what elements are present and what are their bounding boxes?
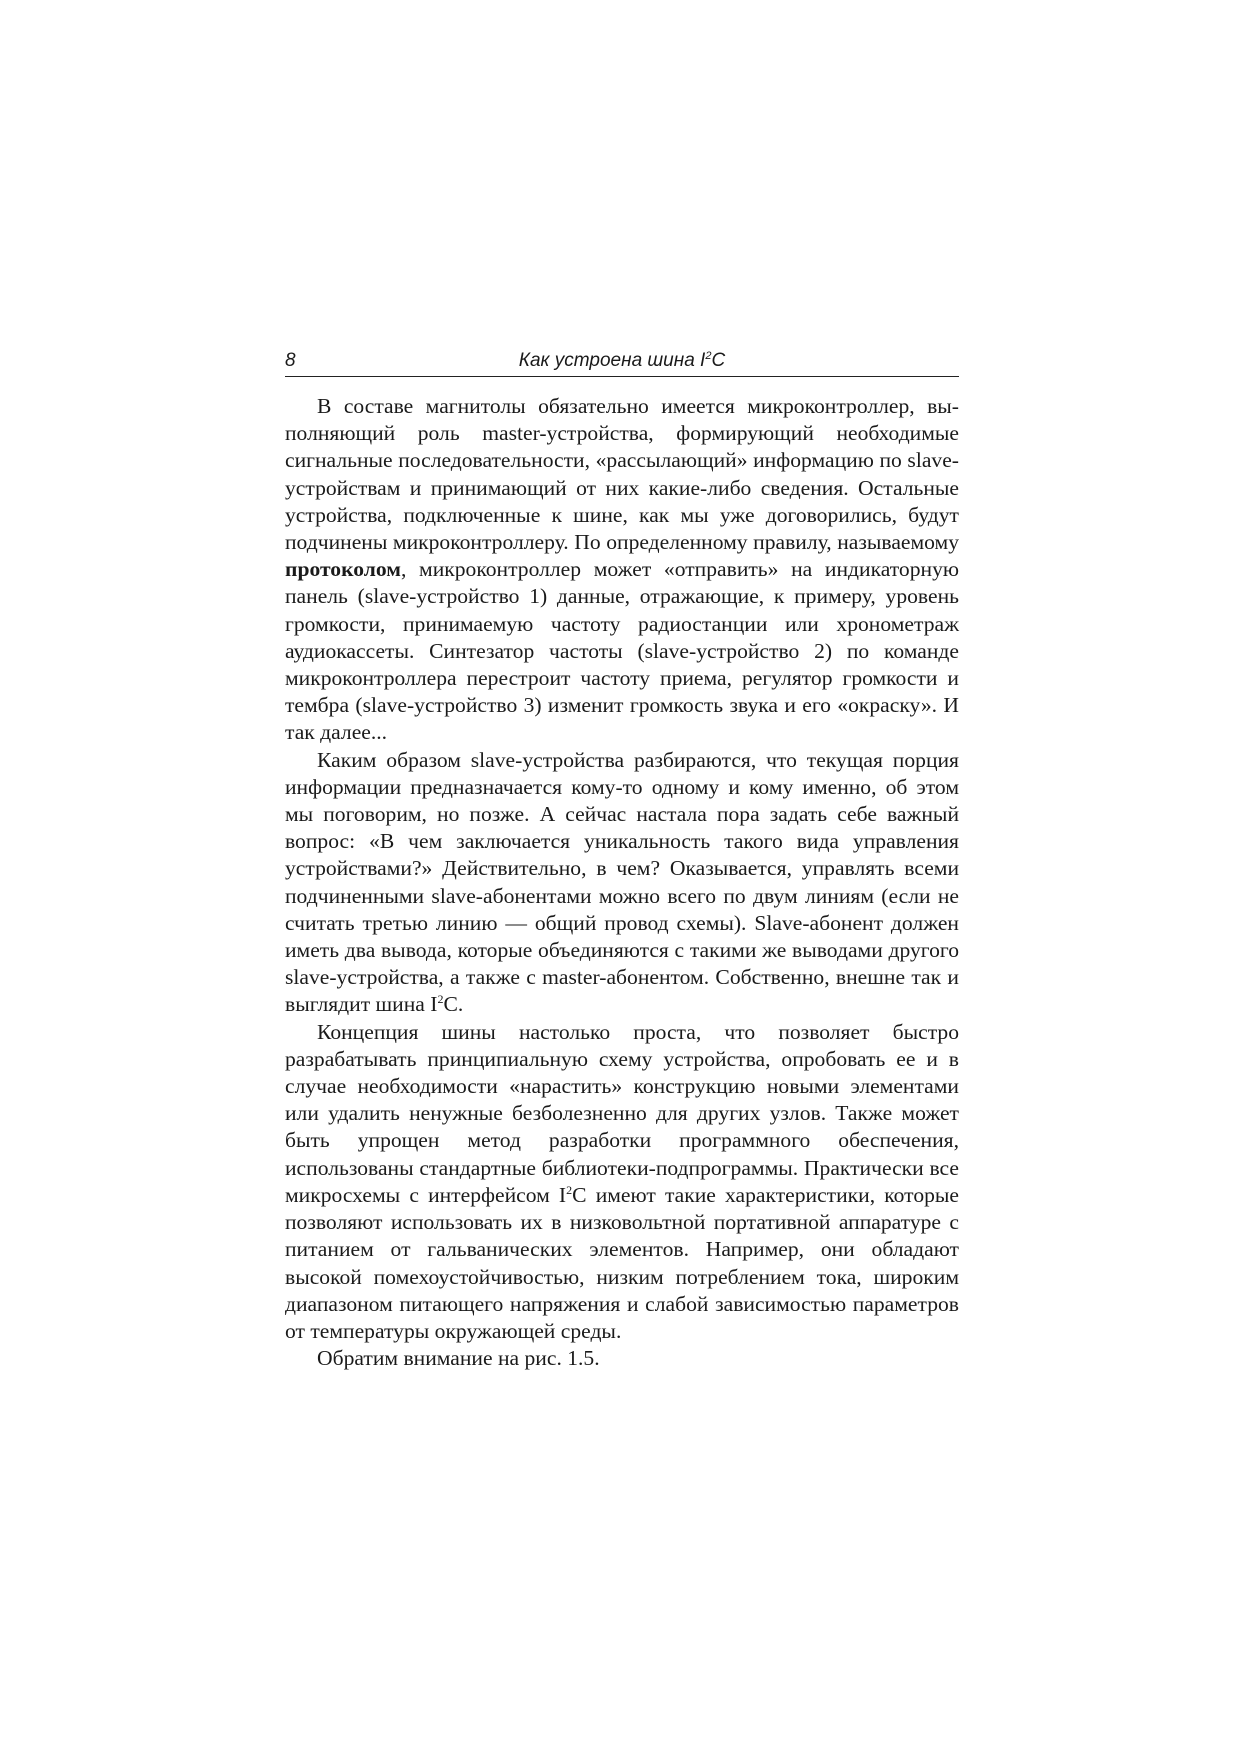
page-number: 8 bbox=[285, 350, 296, 371]
paragraph-1-text-start: В составе магнитолы обязательно имеется микроконтроллер, выполняющий роль master-устройства, формирующий необходимые сигнальные последовательности, «рассылающий» информацию по slave-устройствам и принимающий от них какие-либо сведения. Остальные устройства, подключенные к шине, как мы уже договорились, будут подчинены микроконтроллеру. По определенному правилу, называемому bbox=[285, 394, 959, 555]
running-title-suffix: C bbox=[711, 350, 726, 371]
paragraph-3-text-end: C имеют такие характеристики, которые позволяют использовать их в низковольтной портативной аппаратуре с питанием от гальванических элементов. Например, они обладают высокой помехоустойчивостью, низким потреблением тока, широким диапазоном питающего напряжения и слабой зависимостью параметров от температуры окружающей среды. bbox=[285, 1182, 960, 1343]
paragraph-1-text-end: , микроконтроллер может «отправить» на индикаторную панель (slave-устройство 1) данные, отражающие, к примеру, уровень громкости, принимаемую частоту радиостанции или хронометраж аудиокассеты. Синтезатор частоты (slave-устройство 2) по команде микроконтроллера перестроит частоту приема, регулятор громкости и тембра (slave-устройство 3) изменит громкость звука и его «окраску». И так далее... bbox=[285, 557, 959, 745]
paragraph-4: Обратим внимание на рис. 1.5. bbox=[317, 1346, 600, 1371]
running-title bbox=[285, 350, 959, 372]
paragraph-3-superscript: 2 bbox=[566, 1182, 573, 1197]
paragraph-2 bbox=[285, 747, 959, 1019]
paragraph-1 bbox=[285, 393, 959, 747]
running-header bbox=[285, 348, 959, 377]
body-text bbox=[285, 393, 959, 1372]
paragraph-2-text-end: C. bbox=[443, 992, 464, 1017]
running-title-superscript: 2 bbox=[705, 350, 712, 362]
term-protocol: протоколом bbox=[285, 557, 401, 582]
paragraph-3 bbox=[285, 1019, 959, 1345]
paragraph-2-superscript: 2 bbox=[437, 992, 444, 1007]
paragraph-3-text-start: Концепция шины настолько проста, что позволяет быстро разрабатывать принципиальную схему устройства, опробовать ее и в случае необходимости «нарастить» конструкцию новыми элементами или удалить ненужные безболезненно для других узлов. Также может быть упрощен метод разработки программного обеспечения, использованы стандартные библиотеки-подпрограммы. Практически все микросхемы с интерфейсом I bbox=[285, 1019, 959, 1207]
running-title-text: Как устроена шина I bbox=[518, 350, 706, 371]
paragraph-2-text-start: Каким образом slave-устройства разбираются, что текущая порция информации предназначается кому-то одному и кому именно, об этом мы поговорим, но позже. А сейчас настала пора задать себе важный вопрос: «В чем заключается уникальность такого вида управления устройствами?» Действительно, в чем? Оказывается, управлять всеми подчиненными slave-абонентами можно всего по двум линиям (если не считать третью линию — общий провод схемы). Slave-абонент должен иметь два вывода, которые объединяются с такими же выводами другого slave-устройства, а также с master-абонентом. Собственно, внешне так и выглядит шина I bbox=[285, 747, 959, 1017]
